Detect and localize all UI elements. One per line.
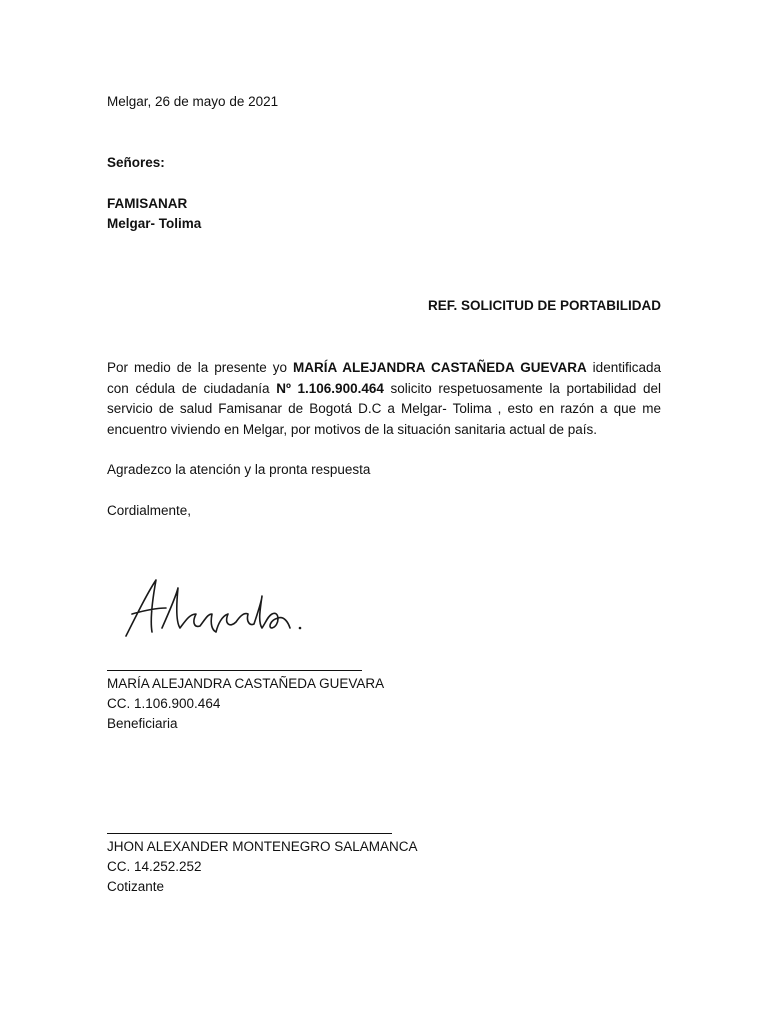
body-applicant-name: MARÍA ALEJANDRA CASTAÑEDA GUEVARA — [293, 360, 587, 375]
signatory1-name: MARÍA ALEJANDRA CASTAÑEDA GUEVARA — [107, 676, 385, 691]
closing-line: Cordialmente, — [107, 503, 192, 518]
body-paragraph — [107, 358, 661, 440]
body-text-part2: identificada con cédula de ciudadanía — [107, 360, 661, 396]
signature-line-2 — [107, 833, 392, 834]
body-id-number: Nº 1.106.900.464 — [276, 380, 384, 396]
thanks-line: Agradezco la atención y la pronta respuesta — [107, 462, 371, 477]
recipient-location: Melgar- Tolima — [107, 216, 202, 231]
body-text-part1: Por medio de la presente yo — [107, 360, 293, 375]
handwritten-signature — [112, 570, 312, 645]
signatory2-role: Cotizante — [107, 879, 165, 894]
reference-line: REF. SOLICITUD DE PORTABILIDAD — [427, 298, 661, 313]
recipient-name: FAMISANAR — [107, 196, 188, 211]
signatory1-role: Beneficiaria — [107, 716, 178, 731]
signatory1-id: CC. 1.106.900.464 — [107, 696, 221, 711]
signatory2-name: JHON ALEXANDER MONTENEGRO SALAMANCA — [107, 839, 418, 854]
body-text-part3: solicito respetuosamente la portabilidad del servicio de salud Famisanar de Bogotá D.C a Melgar- Tolima , esto en razón a que me encuentro viviendo en Melgar, por motivos de la situación sanitaria actual de país. — [107, 380, 662, 437]
signature-line-1 — [107, 670, 362, 671]
letter-date: Melgar, 26 de mayo de 2021 — [107, 94, 279, 109]
salutation: Señores: — [107, 155, 165, 170]
signatory2-id: CC. 14.252.252 — [107, 859, 202, 874]
